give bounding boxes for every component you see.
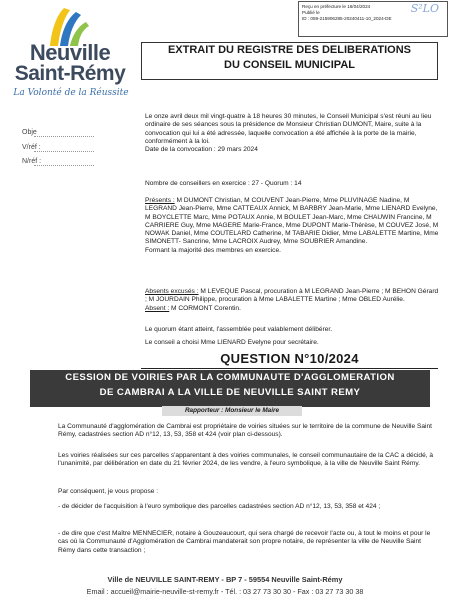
- stamp-line-id: ID : 059-215906285-20240411-10_2024-DE: [302, 16, 392, 22]
- quorum-text: Le quorum étant atteint, l'assemblée peut valablement délibérer.: [145, 326, 333, 333]
- stamp-line-received: Reçu en préfecture le 16/04/2024: [302, 4, 371, 9]
- presents-list: M DUMONT Christian, M COUVENT Jean-Pierre, Mme PLUVINAGE Nadine, M LEGRAND Jean-Pierre, Mme CATTEAUX Annick, M BARBRY Jean-Marie, Mme LIENARD Evelyne, M BOYCLETTE Marc, Mme POTAUX Annie, M BOULET Jean-Marc, Mme CHAUWIN Francine, M CARRIERE Guy, Mme MAGERE Marie-France, Mme DUPONT Marie-Thérèse, M COUVEZ José, M NOWAK Daniel, Mme COUTELARD Catherine, M TABARIE Didier, Mme LABALETTE Martine, Mme SIMONETT- Sancrine, Mme LACROIX Audrey, Mme SOUBRIER Amandine.: [145, 197, 439, 246]
- deliberation-paragraph-2: Les voiries réalisées sur ces parcelles s'apparentant à des voiries communales, le conseil communautaire de la CAC a décidé, à l'unanimité, par délibération en date du 21 février 2024, de les vendre, à l'euro symbolique, à la ville de Neuville Saint Rémy.: [58, 452, 434, 468]
- stamp-line-published: Publié le: [302, 10, 320, 16]
- presents-label: Présents :: [145, 197, 175, 204]
- prefecture-stamp: [298, 1, 448, 37]
- margin-line: [34, 136, 94, 137]
- margin-label-vref: V/réf :: [22, 144, 41, 151]
- deliberation-proposal-2: - de dire que c'est Maître MENNECIER, notaire à Gouzeaucourt, qui sera chargé de recevoir l'acte ou, à tout le moins et pour le cas où la Communauté d'Agglomération de Cambrai mandaterait son propre notaire, de représenter la ville de Neuville Saint Rémy dans cette transaction ;: [58, 530, 431, 554]
- deliberation-paragraph-1: La Communauté d'agglomération de Cambrai est propriétaire de voiries situées sur le territoire de la commune de Neuville Saint Rémy, cadastrées section AD n°12, 13, 53, 358 et 424 (voir plan ci-dessous).: [58, 423, 432, 439]
- absent-label: Absent :: [145, 304, 170, 312]
- absents-section: [145, 288, 440, 313]
- majority-text: Formant la majorité des membres en exercice.: [145, 246, 281, 254]
- footer-contact: Email : accueil@mairie-neuville-st-remy.fr - Tél. : 03 27 73 30 30 - Fax : 03 27 73 30 38: [86, 587, 364, 596]
- footer-address: Ville de NEUVILLE SAINT-REMY - BP 7 - 59554 Neuville Saint-Rémy: [107, 575, 343, 584]
- absent-name: M CORMONT Corentin.: [171, 304, 241, 312]
- stamp-signature: S²LO: [410, 2, 439, 15]
- intro-paragraph: Le onze avril deux mil vingt-quatre à 18 heures 30 minutes, le Conseil Municipal s'est réuni au lieu ordinaire de ses séances sous la présidence de Monsieur Christian DUMONT, Maire, suite à la convocation qui lui a été adressée, laquelle convocation a été affichée à la porte de la mairie, conformément à la loi.: [145, 113, 432, 145]
- absents-excused-label: Absents excusés :: [145, 288, 199, 295]
- subject-line2: DE CAMBRAI A LA VILLE DE NEUVILLE SAINT REMY: [99, 387, 361, 398]
- intro-section: [145, 113, 440, 154]
- margin-line: [34, 151, 94, 152]
- logo-city-name: Neuville: [29, 40, 111, 65]
- logo-city-name-suffix: Saint-Rémy: [14, 62, 126, 85]
- rapporteur-label: Rapporteur : Monsieur le Maire: [162, 406, 302, 416]
- subject-banner: [30, 370, 430, 407]
- convocation-date: Date de la convocation : 29 mars 2024: [145, 146, 258, 154]
- secretary-text: Le conseil a choisi Mme LIENARD Evelyne pour secrétaire.: [145, 339, 319, 346]
- margin-line: [34, 165, 94, 166]
- document-title-box: [141, 42, 438, 80]
- question-number: QUESTION N°10/2024: [141, 351, 438, 369]
- document-title-line1: EXTRAIT DU REGISTRE DES DELIBERATIONS: [167, 44, 412, 56]
- absents-excused-list: M LEVEQUE Pascal, procuration à M LEGRAND Jean-Pierre ; M BEHON Gérard ; M JOURDAIN Philippe, procuration à Mme LABALETTE Martine ; Mme OBLED Aurélie.: [145, 288, 439, 304]
- margin-label-nref: N/réf :: [22, 158, 42, 165]
- document-title-line2: DU CONSEIL MUNICIPAL: [224, 59, 355, 71]
- presents-section: [145, 197, 440, 255]
- council-count: Nombre de conseillers en exercice : 27 - Quorum : 14: [145, 180, 302, 187]
- subject-line1: CESSION DE VOIRIES PAR LA COMMUNAUTE D'AGGLOMERATION: [65, 372, 395, 383]
- deliberation-paragraph-3: Par conséquent, je vous propose :: [58, 488, 159, 495]
- deliberation-proposal-1: - de décider de l'acquisition à l'euro symbolique des parcelles cadastrées section AD n°12, 13, 53, 358 et 424 ;: [58, 503, 381, 510]
- margin-label-objet: Obje: [22, 129, 37, 136]
- logo-slogan: La Volonté de la Réussite: [13, 88, 129, 98]
